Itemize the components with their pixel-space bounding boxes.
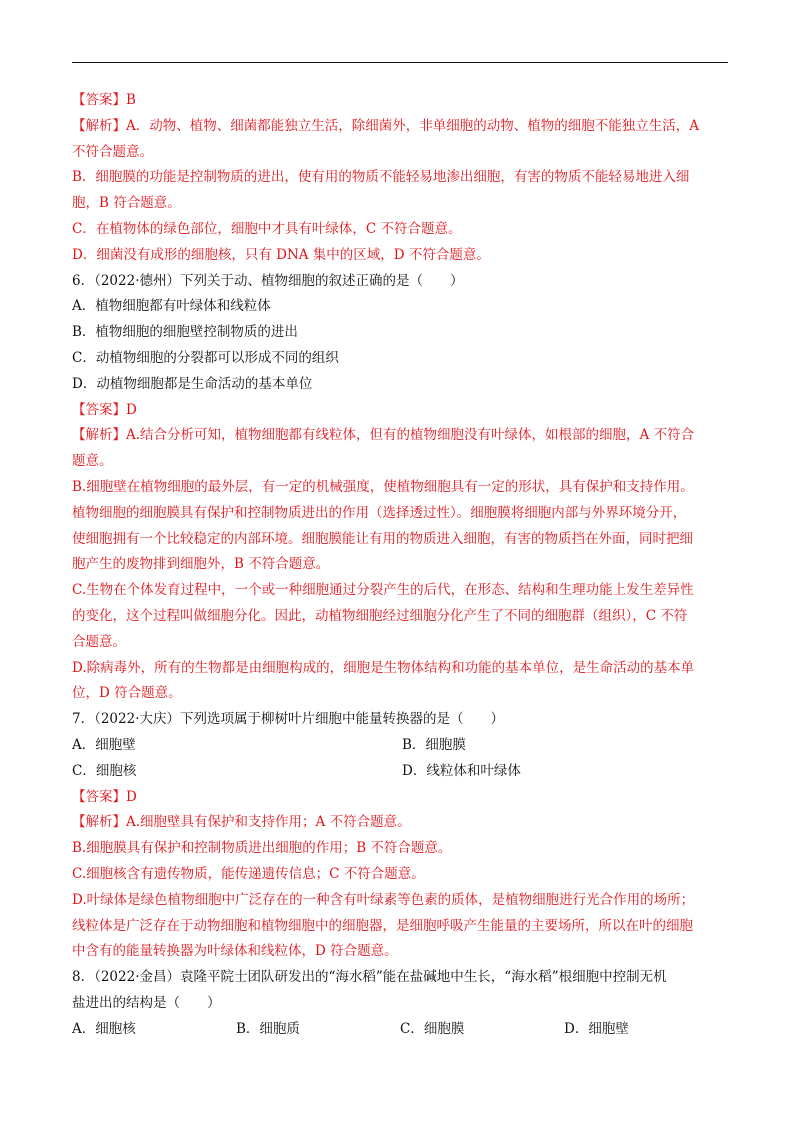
q7-answer: 【答案】D — [72, 788, 137, 805]
document-content — [72, 88, 728, 1042]
q5-analysis-line: C．在植物体的绿色部位，细胞中才具有叶绿体，C 不符合题意。 — [72, 220, 462, 237]
q8-option-c: C．细胞膜 — [400, 1020, 465, 1037]
q6-analysis-line: 位，D 符合题意。 — [72, 685, 182, 702]
q6-analysis-line: 【解析】A.结合分析可知，植物细胞都有线粒体，但有的植物细胞没有叶绿体，如根部的细胞，A 不符合 — [72, 427, 695, 444]
q6-stem: 6．（2022·德州）下列关于动、植物细胞的叙述正确的是（ ） — [72, 272, 464, 289]
q7-analysis-line: B.细胞膜具有保护和控制物质进出细胞的作用；B 不符合题意。 — [72, 840, 452, 857]
q6-analysis-line: 胞产生的废物排到细胞外，B 不符合题意。 — [72, 556, 330, 573]
q7-option-c: C．细胞核 — [72, 762, 137, 779]
q8-option-b: B．细胞质 — [236, 1020, 300, 1037]
q5-answer: 【答案】B — [72, 92, 136, 108]
q8-options-row — [72, 1017, 728, 1043]
q6-option-b: B．植物细胞的细胞壁控制物质的进出 — [72, 324, 298, 341]
q7-option-a: A．细胞壁 — [72, 736, 136, 753]
q5-analysis-line: 【解析】A．动物、植物、细菌都能独立生活，除细菌外，非单细胞的动物、植物的细胞不能独立生活，A — [72, 117, 699, 134]
q6-option-d: D．动植物细胞都是生命活动的基本单位 — [72, 375, 313, 392]
q7-analysis-line: C.细胞核含有遗传物质，能传递遗传信息；C 不符合题意。 — [72, 865, 425, 882]
q8-option-d: D．细胞壁 — [564, 1020, 629, 1037]
q7-options-row — [72, 733, 728, 759]
q5-analysis-line: B．细胞膜的功能是控制物质的进出，使有用的物质不能轻易地渗出细胞，有害的物质不能轻易地进入细 — [72, 169, 690, 186]
q5-analysis-line: 胞，B 符合题意。 — [72, 195, 181, 212]
q6-analysis-line: C.生物在个体发育过程中，一个或一种细胞通过分裂产生的后代，在形态、结构和生理功能上发生差异性 — [72, 582, 694, 599]
q7-analysis-line: 中含有的能量转换器为叶绿体和线粒体，D 符合题意。 — [72, 943, 398, 960]
q6-option-a: A．植物细胞都有叶绿体和线粒体 — [72, 298, 271, 315]
q8-option-a: A．细胞核 — [72, 1020, 136, 1037]
q7-option-b: B．细胞膜 — [402, 736, 466, 753]
q6-analysis-line: D.除病毒外，所有的生物都是由细胞构成的，细胞是生物体结构和功能的基本单位，是生命活动的基本单 — [72, 659, 695, 676]
q6-analysis-line: 植物细胞的细胞膜具有保护和控制物质进出的作用（选择透过性）。细胞膜将细胞内部与外界环境分开， — [72, 504, 687, 521]
q7-analysis-line: 【解析】A.细胞壁具有保护和支持作用；A 不符合题意。 — [72, 814, 411, 831]
q7-option-d: D．线粒体和叶绿体 — [402, 762, 521, 779]
q6-answer: 【答案】D — [72, 401, 137, 418]
q6-analysis-line: 的变化，这个过程叫做细胞分化。因此，动植物细胞经过细胞分化产生了不同的细胞群（组织），C 不符 — [72, 607, 688, 624]
q8-stem-line: 盐进出的结构是（ ） — [72, 994, 221, 1011]
q7-options-row — [72, 759, 728, 785]
q6-analysis-line: 题意。 — [72, 453, 113, 470]
q6-analysis-line: 合题意。 — [72, 633, 126, 650]
q6-option-c: C．动植物细胞的分裂都可以形成不同的组织 — [72, 349, 339, 366]
q6-analysis-line: B.细胞壁在植物细胞的最外层，有一定的机械强度，使植物细胞具有一定的形状，具有保护和支持作用。 — [72, 478, 694, 495]
q5-analysis-line: 不符合题意。 — [72, 143, 153, 160]
q7-analysis-line: 线粒体是广泛存在于动物细胞和植物细胞中的细胞器，是细胞呼吸产生能量的主要场所，所以在叶的细胞 — [72, 917, 693, 934]
q5-analysis-line: D．细菌没有成形的细胞核，只有 DNA 集中的区域，D 不符合题意。 — [72, 246, 490, 263]
q6-analysis-line: 使细胞拥有一个比较稳定的内部环境。细胞膜能让有用的物质进入细胞，有害的物质挡在外面，同时把细 — [72, 530, 693, 547]
q7-analysis-line: D.叶绿体是绿色植物细胞中广泛存在的一种含有叶绿素等色素的质体，是植物细胞进行光合作用的场所； — [72, 891, 695, 908]
header-rule — [72, 62, 728, 63]
q7-stem: 7．（2022·大庆）下列选项属于柳树叶片细胞中能量转换器的是（ ） — [72, 711, 504, 728]
q8-stem-line: 8．（2022·金昌）袁隆平院士团队研发出的“海水稻”能在盐碱地中生长，“海水稻”根细胞中控制无机 — [72, 969, 667, 986]
